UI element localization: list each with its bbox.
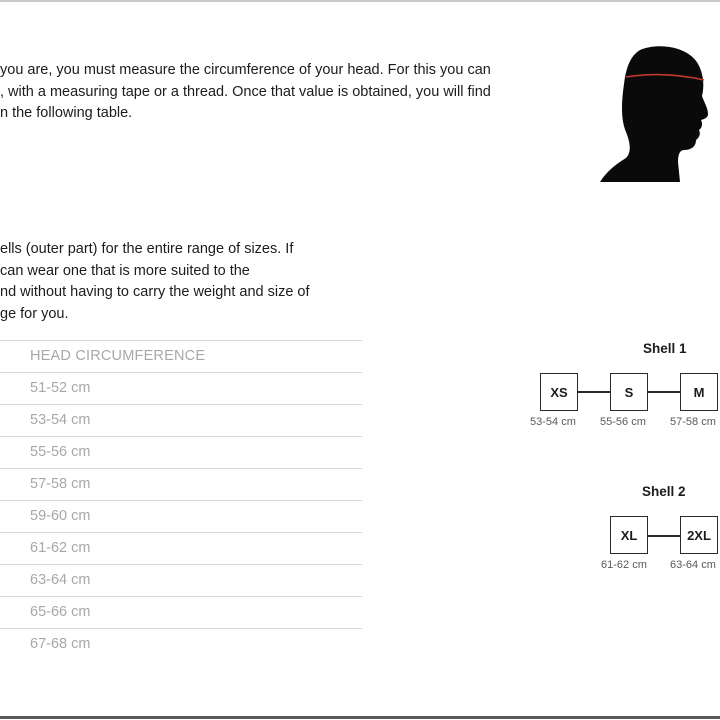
table-cell: 55-56 cm: [30, 444, 91, 460]
table-row: [0, 436, 362, 468]
table-cell: 57-58 cm: [30, 476, 91, 492]
shell-2-title: Shell 2: [642, 484, 686, 499]
size-connector: [648, 535, 681, 537]
shells-line: ge for you.: [0, 306, 69, 322]
head-silhouette-icon: [600, 44, 710, 182]
table-row: [0, 468, 362, 500]
table-cell: 65-66 cm: [30, 604, 91, 620]
table-row: [0, 596, 362, 628]
size-box-xs: XS: [540, 373, 578, 411]
shell-1-title: Shell 1: [643, 341, 687, 356]
table-row: [0, 628, 362, 660]
size-range-2xl: 63-64 cm: [670, 559, 716, 571]
shells-line: ells (outer part) for the entire range of sizes. If: [0, 241, 294, 257]
bottom-border: [0, 716, 720, 719]
shells-line: can wear one that is more suited to the: [0, 263, 250, 279]
size-connector: [648, 391, 681, 393]
table-row: [0, 500, 362, 532]
table-row: [0, 372, 362, 404]
table-cell: 61-62 cm: [30, 540, 91, 556]
table-header-head-circumference: HEAD CIRCUMFERENCE: [30, 348, 206, 364]
table-header-row: [0, 340, 362, 372]
top-border: [0, 0, 720, 2]
size-box-2xl: 2XL: [680, 516, 718, 554]
size-table: [0, 340, 362, 660]
intro-line: you are, you must measure the circumference of your head. For this you can: [0, 62, 491, 78]
size-range-xl: 61-62 cm: [601, 559, 647, 571]
table-cell: 63-64 cm: [30, 572, 91, 588]
table-cell: 51-52 cm: [30, 380, 91, 396]
table-row: [0, 532, 362, 564]
size-connector: [578, 391, 611, 393]
size-range-xs: 53-54 cm: [530, 416, 576, 428]
table-cell: 59-60 cm: [30, 508, 91, 524]
size-range-s: 55-56 cm: [600, 416, 646, 428]
intro-line: n the following table.: [0, 105, 133, 121]
size-box-xl: XL: [610, 516, 648, 554]
size-box-s: S: [610, 373, 648, 411]
table-cell: 53-54 cm: [30, 412, 91, 428]
table-cell: 67-68 cm: [30, 636, 91, 652]
size-box-m: M: [680, 373, 718, 411]
size-range-m: 57-58 cm: [670, 416, 716, 428]
intro-line: , with a measuring tape or a thread. Once that value is obtained, you will find: [0, 84, 491, 100]
table-row: [0, 564, 362, 596]
shells-line: nd without having to carry the weight and size of: [0, 284, 310, 300]
table-row: [0, 404, 362, 436]
